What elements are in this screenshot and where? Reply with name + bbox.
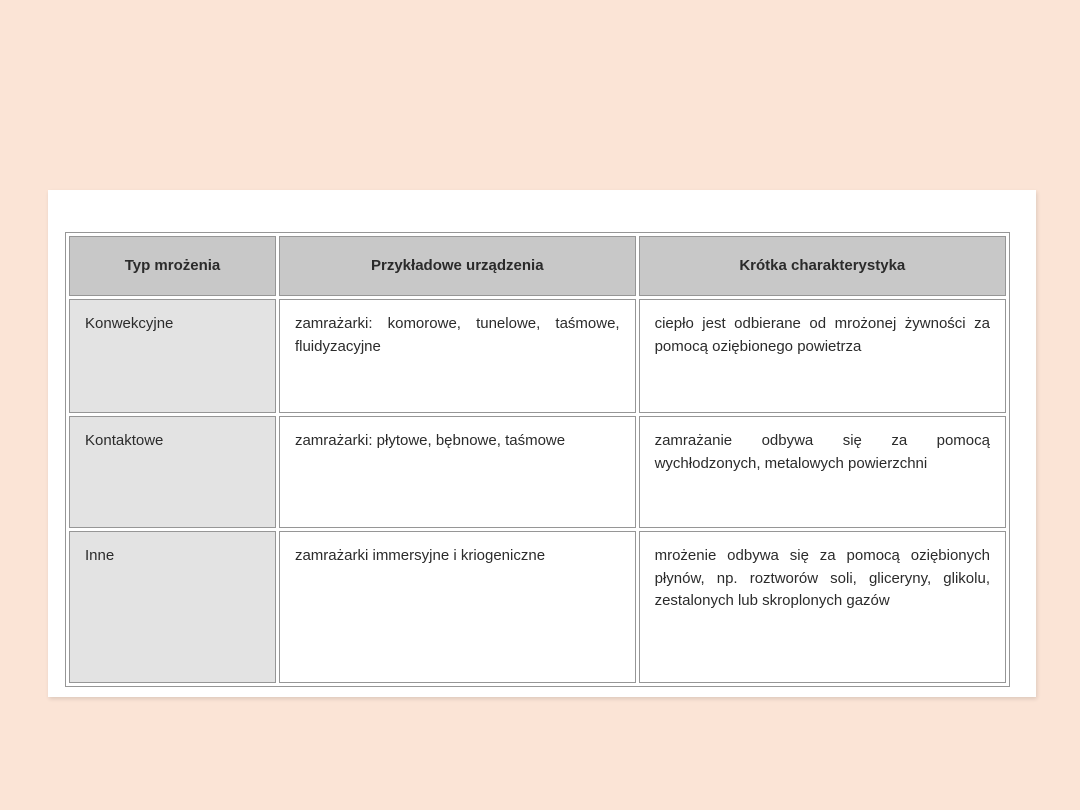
table-row-konwekcyjne xyxy=(69,299,1006,413)
cell-description: zamrażanie odbywa się za pomocą wychłodzonych, metalowych powierzchni xyxy=(639,416,1006,528)
cell-devices: zamrażarki: płytowe, bębnowe, taśmowe xyxy=(279,416,636,528)
table-row-inne xyxy=(69,531,1006,683)
column-header-typ-mrozenia: Typ mrożenia xyxy=(69,236,276,296)
cell-type: Inne xyxy=(69,531,276,683)
cell-devices: zamrażarki immersyjne i kriogeniczne xyxy=(279,531,636,683)
column-header-krotka-charakterystyka: Krótka charakterystyka xyxy=(639,236,1006,296)
cell-devices: zamrażarki: komorowe, tunelowe, taśmowe, fluidyzacyjne xyxy=(279,299,636,413)
table-header-row xyxy=(69,236,1006,296)
column-header-przykladowe-urzadzenia: Przykładowe urządzenia xyxy=(279,236,636,296)
content-card xyxy=(48,190,1036,697)
cell-type: Konwekcyjne xyxy=(69,299,276,413)
table-row-kontaktowe xyxy=(69,416,1006,528)
cell-description: ciepło jest odbierane od mrożonej żywności za pomocą oziębionego powietrza xyxy=(639,299,1006,413)
cell-type: Kontaktowe xyxy=(69,416,276,528)
cell-description: mrożenie odbywa się za pomocą oziębionych płynów, np. roztworów soli, gliceryny, glikolu, zestalonych lub skroplonych gazów xyxy=(639,531,1006,683)
freezing-types-table xyxy=(65,232,1010,687)
